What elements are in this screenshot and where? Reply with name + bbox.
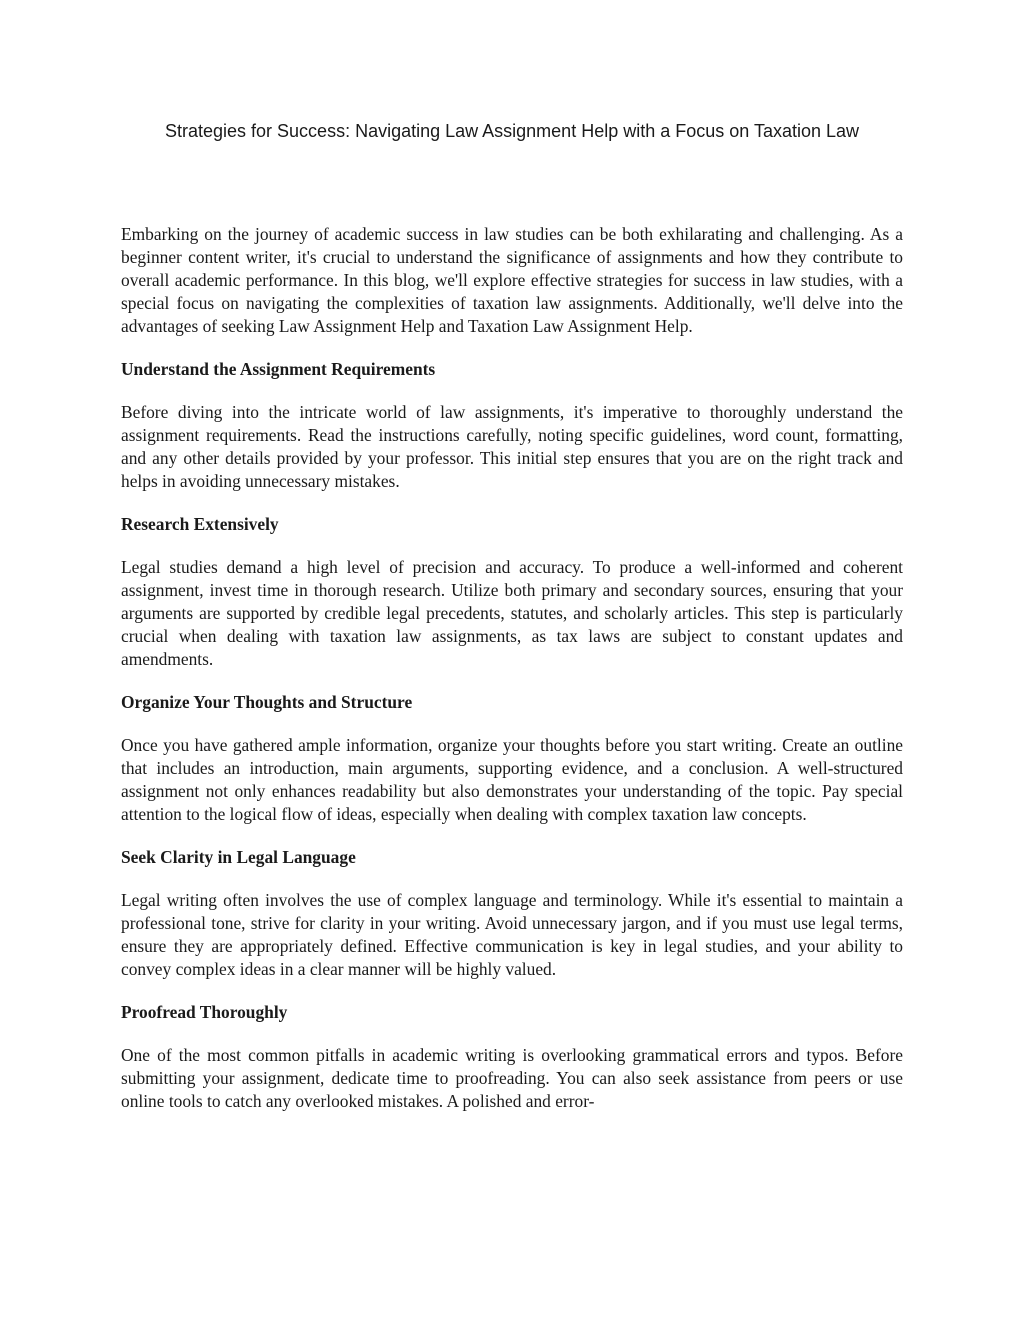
section-paragraph-requirements: Before diving into the intricate world of law assignments, it's imperative to thoroughly understand the assignment requirements. Read the instructions carefully, noting specific guidelines, word count, formatting, and any other details provided by your professor. This initial step ensures that you are on the right track and helps in avoiding unnecessary mistakes. [121,402,903,491]
section-paragraph-organize: Once you have gathered ample information, organize your thoughts before you start writing. Create an outline that includes an introduction, main arguments, supporting evidence, and a conclusion. A well-structured assignment not only enhances readability but also demonstrates your understanding of the topic. Pay special attention to the logical flow of ideas, especially when dealing with complex taxation law concepts. [121,735,903,824]
section-heading-requirements: Understand the Assignment Requirements [121,359,436,379]
page-title: Strategies for Success: Navigating Law Assignment Help with a Focus on Taxation Law [164,121,860,141]
section-heading-research: Research Extensively [121,514,279,534]
section-paragraph-clarity: Legal writing often involves the use of complex language and terminology. While it's essential to maintain a professional tone, strive for clarity in your writing. Avoid unnecessary jargon, and if you must use legal terms, ensure they are appropriately defined. Effective communication is key in legal studies, and your ability to convey complex ideas in a clear manner will be highly valued. [121,890,903,979]
intro-paragraph: Embarking on the journey of academic success in law studies can be both exhilarating and challenging. As a beginner content writer, it's crucial to understand the significance of assignments and how they contribute to overall academic performance. In this blog, we'll explore effective strategies for success in law studies, with a special focus on navigating the complexities of taxation law assignments. Additionally, we'll delve into the advantages of seeking Law Assignment Help and Taxation Law Assignment Help. [121,224,903,336]
section-heading-clarity: Seek Clarity in Legal Language [121,847,356,867]
section-paragraph-proofread: One of the most common pitfalls in academic writing is overlooking grammatical errors and typos. Before submitting your assignment, dedicate time to proofreading. You can also seek assistance from peers or use online tools to catch any overlooked mistakes. A polished and error- [121,1045,903,1111]
section-paragraph-research: Legal studies demand a high level of precision and accuracy. To produce a well-informed and coherent assignment, invest time in thorough research. Utilize both primary and secondary sources, ensuring that your arguments are supported by credible legal precedents, statutes, and scholarly articles. This step is particularly crucial when dealing with taxation law assignments, as tax laws are subject to constant updates and amendments. [121,557,903,669]
section-heading-proofread: Proofread Thoroughly [121,1002,288,1022]
document-body [121,223,903,1133]
section-heading-organize: Organize Your Thoughts and Structure [121,692,413,712]
